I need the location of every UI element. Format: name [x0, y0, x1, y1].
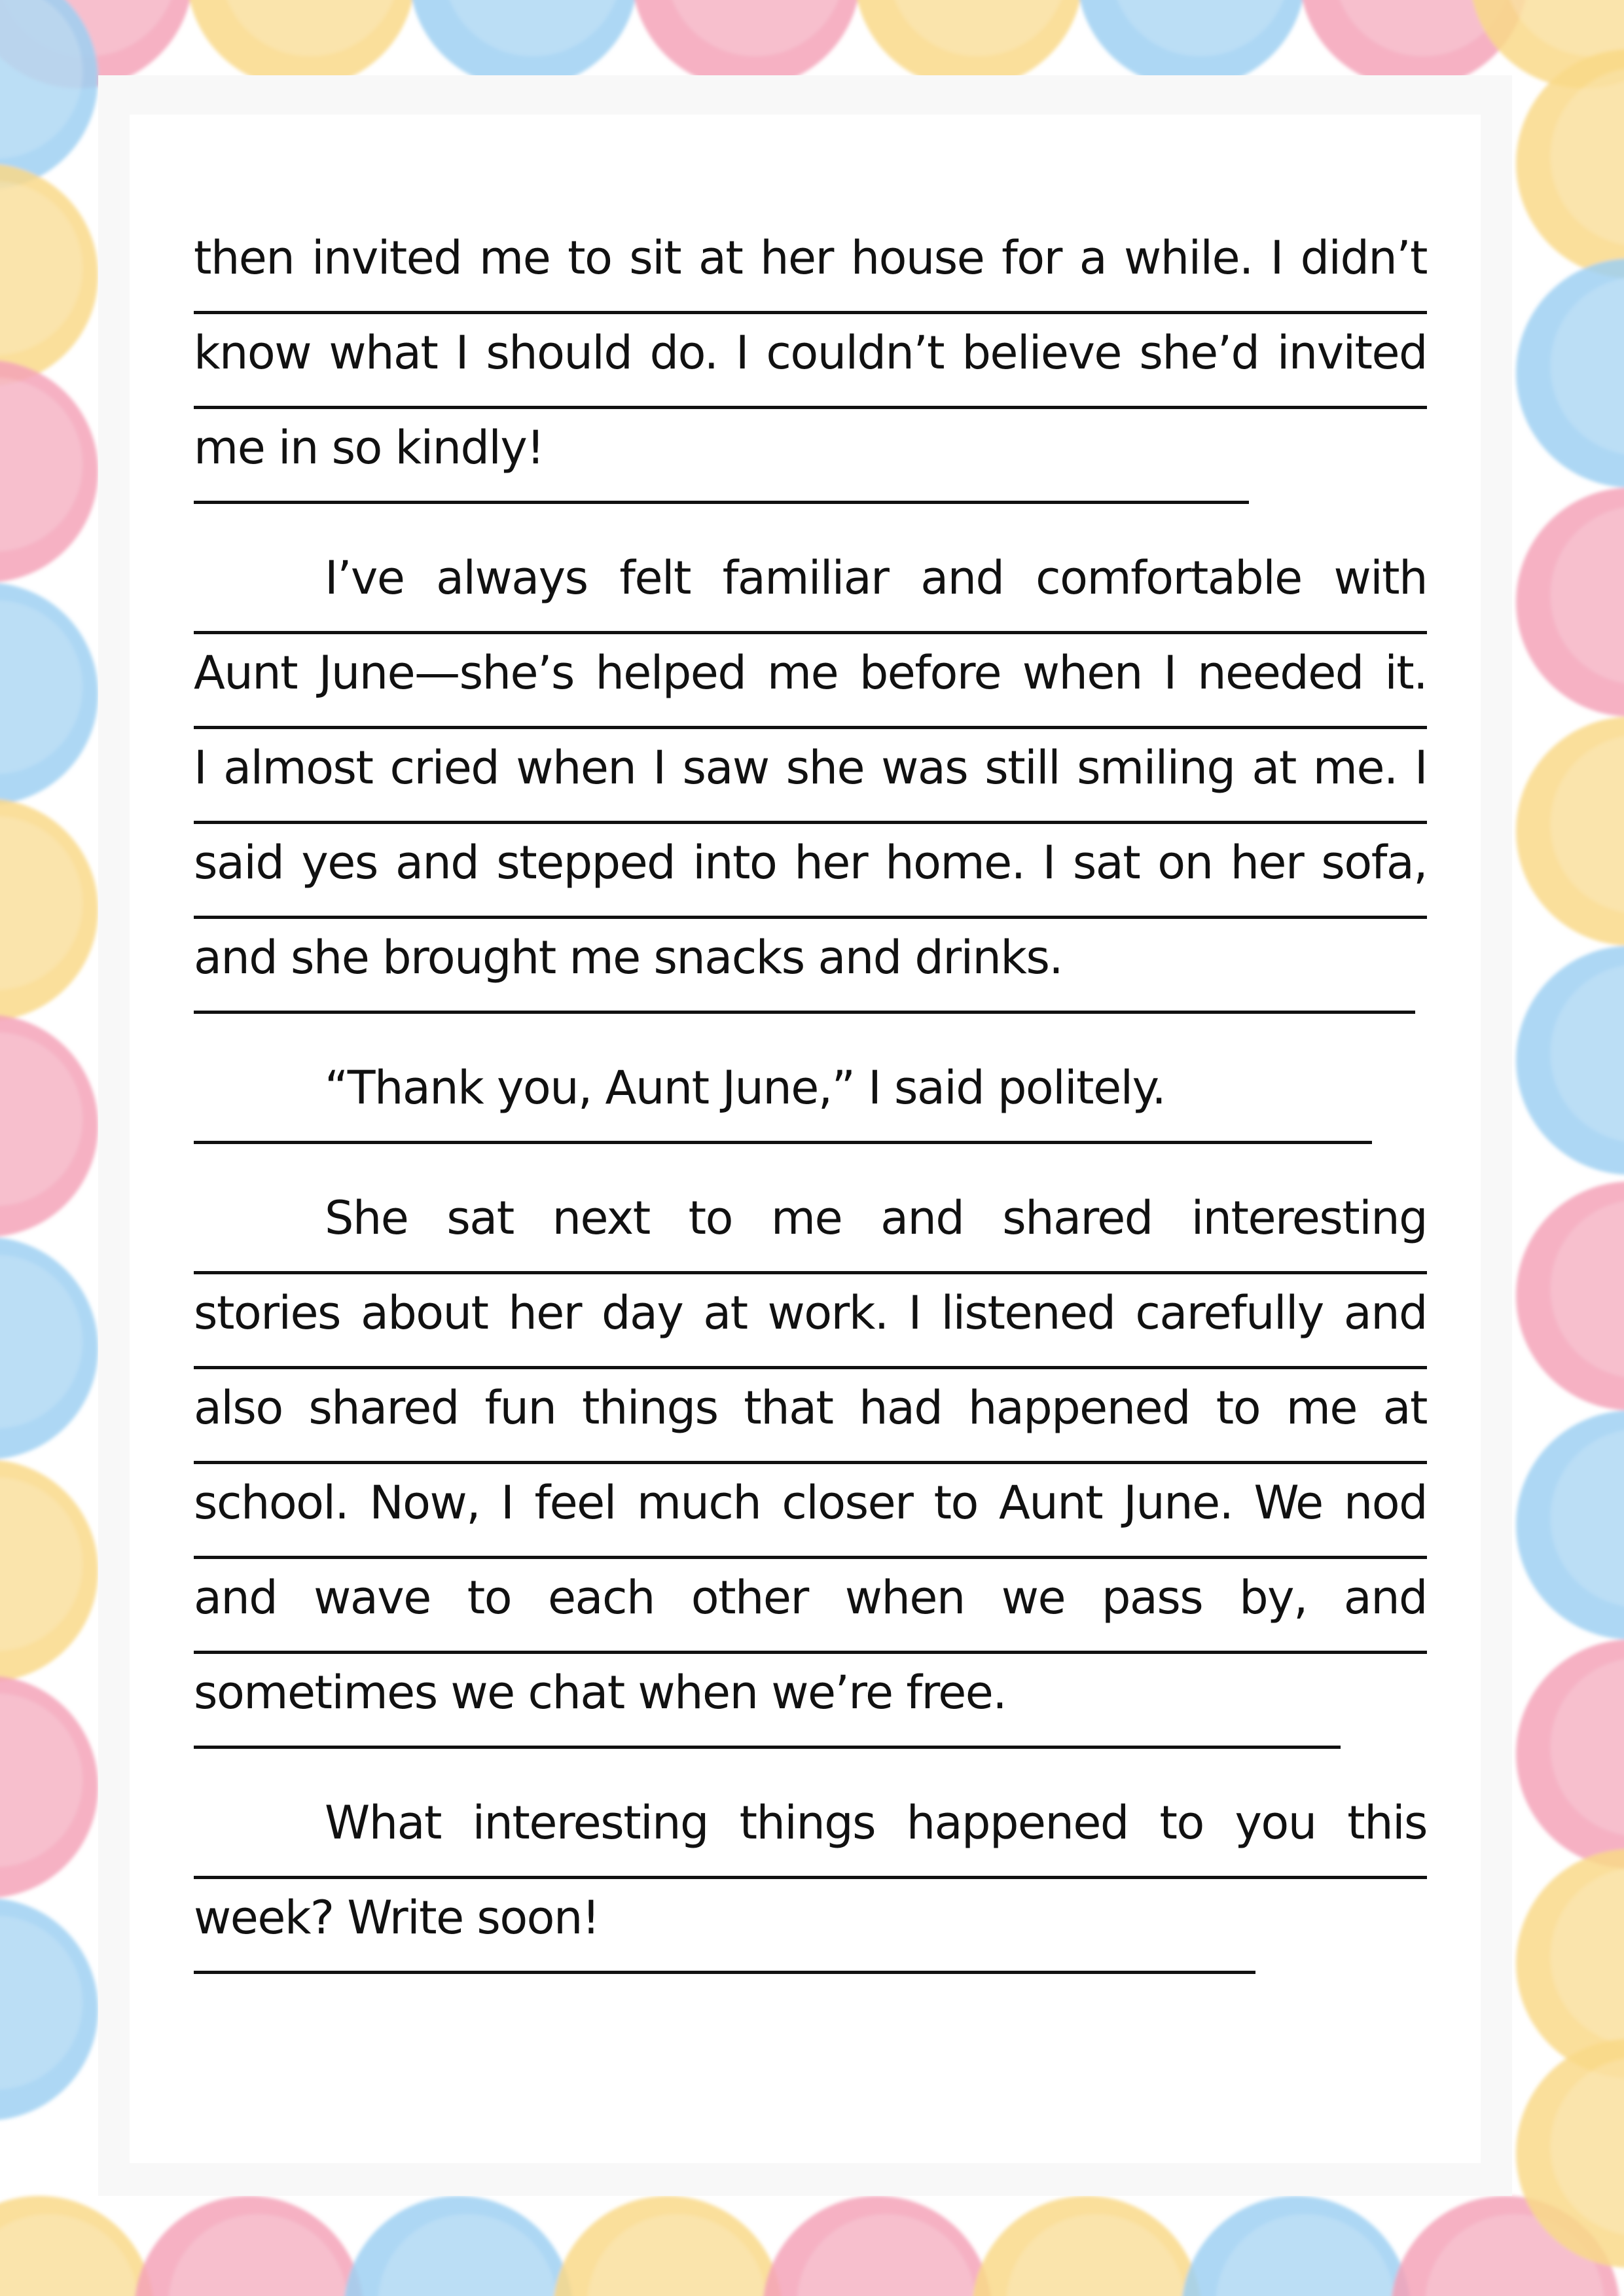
text-line: and wave to each other when we pass by, and [194, 1559, 1427, 1654]
text-line: know what I should do. I couldn’t believe she’d invited [194, 314, 1427, 409]
text-line: week? Write soon! [194, 1879, 1255, 1974]
text-line: What interesting things happened to you this [194, 1784, 1427, 1879]
paragraph-5 [194, 1784, 1427, 1974]
text-line: school. Now, I feel much closer to Aunt June. We nod [194, 1464, 1427, 1559]
text-line: “Thank you, Aunt June,” I said politely. [194, 1049, 1372, 1144]
letter-body [194, 219, 1427, 2009]
text-line: stories about her day at work. I listened carefully and [194, 1274, 1427, 1369]
text-line: I’ve always felt familiar and comfortable with [194, 539, 1427, 634]
text-line: Aunt June—she’s helped me before when I needed it. [194, 634, 1427, 729]
text-line: She sat next to me and shared interesting [194, 1179, 1427, 1274]
paragraph-2 [194, 539, 1427, 1014]
text-line: also shared fun things that had happened to me at [194, 1369, 1427, 1464]
text-line: and she brought me snacks and drinks. [194, 919, 1415, 1014]
text-line: sometimes we chat when we’re free. [194, 1654, 1341, 1749]
text-line: then invited me to sit at her house for a while. I didn’t [194, 219, 1427, 314]
paragraph-4 [194, 1179, 1427, 1749]
text-line: said yes and stepped into her home. I sat on her sofa, [194, 824, 1427, 919]
paragraph-1 [194, 219, 1427, 504]
paragraph-3 [194, 1049, 1427, 1144]
text-line: I almost cried when I saw she was still smiling at me. I [194, 729, 1427, 824]
text-line: me in so kindly! [194, 409, 1249, 504]
